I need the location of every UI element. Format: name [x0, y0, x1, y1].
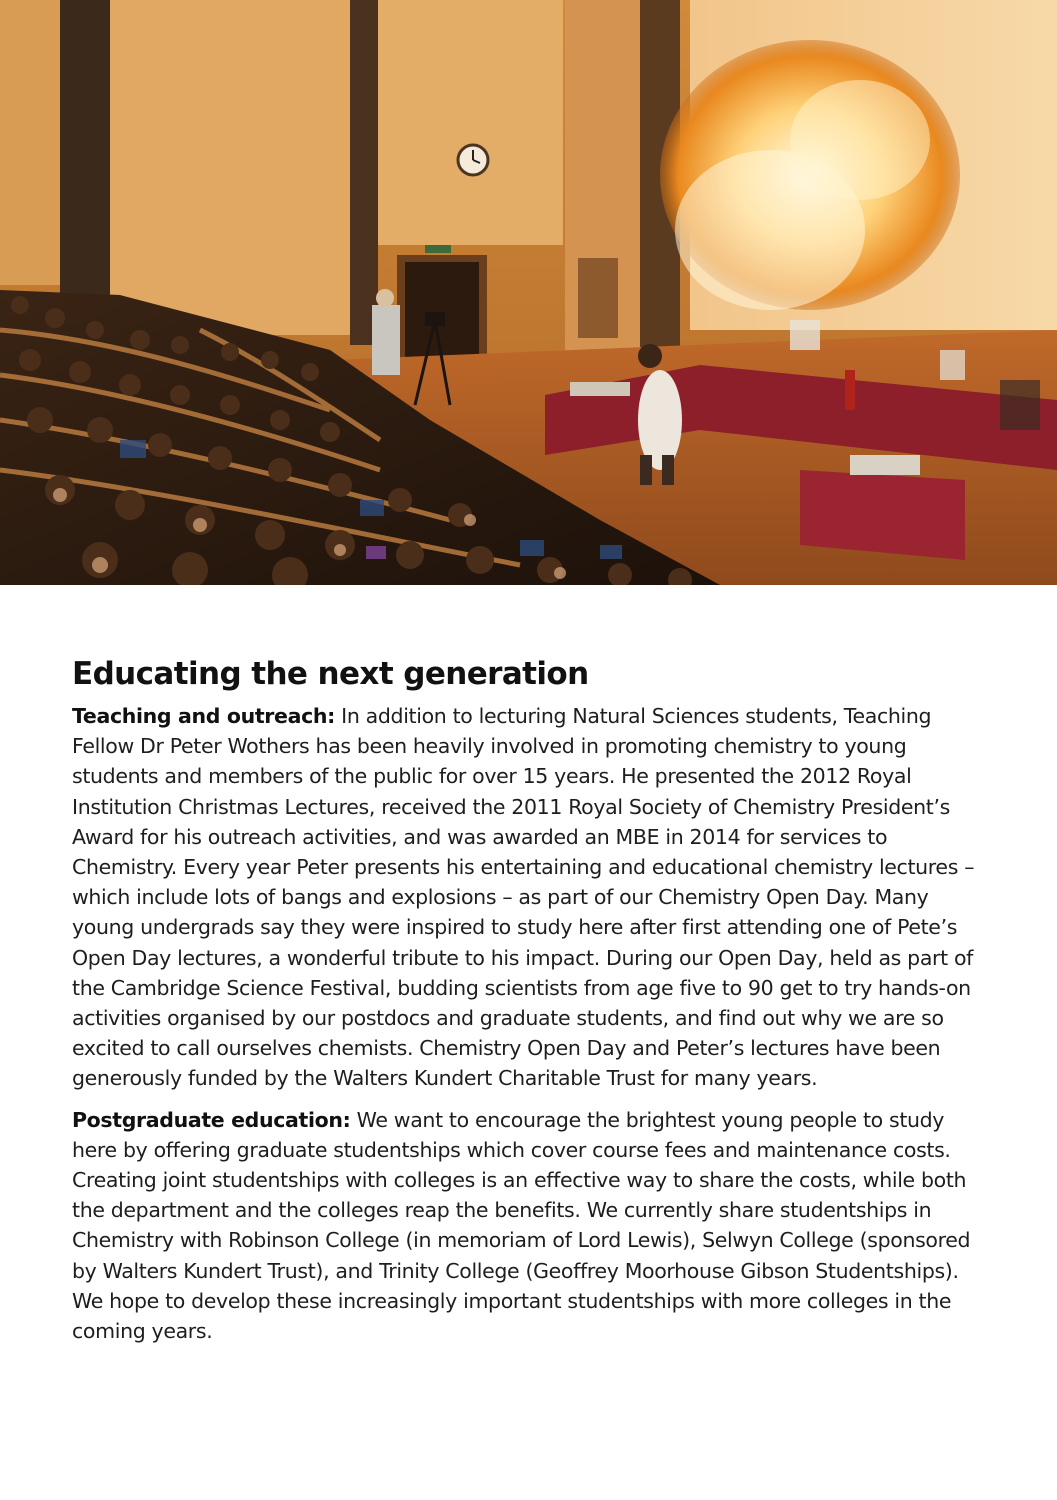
- teaching-outreach-paragraph: [72, 701, 992, 1094]
- teaching-outreach-lead: Teaching and outreach:: [72, 704, 335, 728]
- postgraduate-education-paragraph: [72, 1105, 992, 1347]
- postgraduate-education-text: We want to encourage the brightest young people to study here by offering graduate studentships which cover course fees and maintenance costs. Creating joint studentships with colleges is an effective way to share the costs, while both the department and the colleges reap the benefits. We currently share studentships in Chemistry with Robinson College (in memoriam of Lord Lewis), Selwyn College (sponsored by Walters Kundert Trust), and Trinity College (Geoffrey Moorhouse Gibson Studentships). We hope to develop these increasingly important studentships with more colleges in the coming years.: [72, 1107, 971, 1344]
- lecture-theatre-photo: [0, 0, 1057, 585]
- teaching-outreach-text: In addition to lecturing Natural Sciences students, Teaching Fellow Dr Peter Wothers has been heavily involved in promoting chemistry to young students and members of the public for over 15 years. He presented the 2012 Royal Institution Christmas Lectures, received the 2011 Royal Society of Chemistry President’s Award for his outreach activities, and was awarded an MBE in 2014 for services to Chemistry. Every year Peter presents his entertaining and educational chemistry lectures – which include lots of bangs and explosions – as part of our Chemistry Open Day. Many young undergrads say they were inspired to study here after first attending one of Pete’s Open Day lectures, a wonderful tribute to his impact. During our Open Day, held as part of the Cambridge Science Festival, budding scientists from age five to 90 get to try hands-on activities organised by our postdocs and graduate students, and find out why we are so excited to call ourselves chemists. Chemistry Open Day and Peter’s lectures have been generously funded by the Walters Kundert Charitable Trust for many years.: [72, 704, 975, 1091]
- postgraduate-education-lead: Postgraduate education:: [72, 1107, 351, 1132]
- page-heading: Educating the next generation: [72, 656, 589, 692]
- article: [72, 656, 992, 1346]
